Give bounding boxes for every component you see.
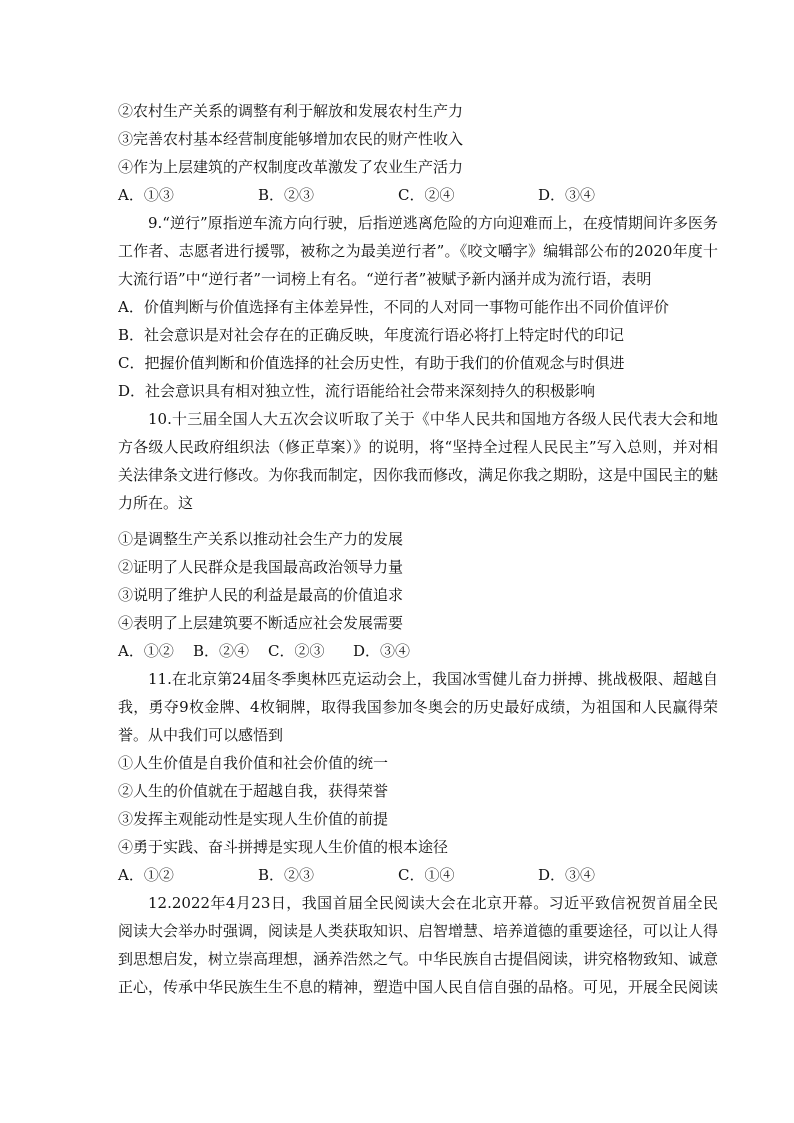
q10-option-d: D．③④	[353, 642, 411, 660]
q11-item-1: ①人生价值是自我价值和社会价值的统一	[118, 754, 389, 772]
q8-option-a: A．①③	[118, 186, 174, 204]
q11-item-2: ②人生的价值就在于超越自我，获得荣誉	[118, 782, 389, 800]
q8-item-4: ④作为上层建筑的产权制度改革激发了农业生产活力	[118, 158, 464, 176]
q11-option-a: A．①②	[118, 866, 174, 884]
question-10	[118, 405, 718, 665]
q10-option-c: C．②③	[268, 642, 325, 660]
q8-options	[118, 181, 718, 209]
q10-stem: 10.十三届全国人大五次会议听取了关于《中华人民共和国地方各级人民代表大会和地方各级人民政府组织法（修正草案）》的说明，将“坚持全过程人民民主”写入总则，并对相关法律条文进行修改。为你我而制定，因你我而修改，满足你我之期盼，这是中国民主的魅力所在。这	[118, 410, 719, 512]
q9-option-a: A．价值判断与价值选择有主体差异性，不同的人对同一事物可能作出不同价值评价	[118, 298, 669, 316]
q10-item-3: ③说明了维护人民的利益是最高的价值追求	[118, 586, 404, 604]
q11-item-4: ④勇于实践、奋斗拼搏是实现人生价值的根本途径	[118, 838, 449, 856]
q10-option-b: B．②④	[193, 642, 250, 660]
question-11	[118, 665, 718, 889]
q11-option-c: C．①④	[398, 866, 455, 884]
q10-item-2: ②证明了人民群众是我国最高政治领导力量	[118, 558, 404, 576]
exam-page	[118, 97, 718, 1001]
q8-option-c: C．②④	[398, 186, 455, 204]
q11-option-d: D．③④	[538, 866, 596, 884]
q8-option-b: B．②③	[258, 186, 315, 204]
q11-item-3: ③发挥主观能动性是实现人生价值的前提	[118, 810, 389, 828]
q11-options	[118, 861, 718, 889]
q11-option-b: B．②③	[258, 866, 315, 884]
q12-stem: 12.2022年4月23日，我国首届全民阅读大会在北京开幕。习近平致信祝贺首届全民阅读大会举办时强调，阅读是人类获取知识、启智增慧、培养道德的重要途径，可以让人得到思想启发，树立崇高理想，涵养浩然之气。中华民族自古提倡阅读，讲究格物致知、诚意正心，传承中华民族生生不息的精神，塑造中国人民自信自强的品格。可见，开展全民阅读	[118, 894, 719, 996]
q9-option-c: C．把握价值判断和价值选择的社会历史性，有助于我们的价值观念与时俱进	[118, 354, 625, 372]
q9-option-d: D．社会意识具有相对独立性，流行语能给社会带来深刻持久的积极影响	[118, 382, 596, 400]
question-9	[118, 209, 718, 405]
q10-item-4: ④表明了上层建筑要不断适应社会发展需要	[118, 614, 404, 632]
q9-stem: 9.“逆行”原指逆车流方向行驶，后指逆逃离危险的方向迎难而上，在疫情期间许多医务工作者、志愿者进行援鄂，被称之为最美逆行者”。《咬文嚼字》编辑部公布的2020年度十大流行语”中“逆行者”一词榜上有名。“逆行者”被赋予新内涵并成为流行语，表明	[118, 214, 718, 288]
q8-item-3: ③完善农村基本经营制度能够增加农民的财产性收入	[118, 130, 464, 148]
q11-stem: 11.在北京第24届冬季奥林匹克运动会上，我国冰雪健儿奋力拼搏、挑战极限、超越自我，勇夺9枚金牌、4枚铜牌，取得我国参加冬奥会的历史最好成绩，为祖国和人民赢得荣誉。从中我们可以感悟到	[118, 670, 718, 744]
question-12	[118, 889, 718, 1001]
question-8	[118, 97, 718, 209]
q10-option-a: A．①②	[118, 642, 174, 660]
q8-item-2: ②农村生产关系的调整有利于解放和发展农村生产力	[118, 102, 464, 120]
q10-options	[118, 637, 718, 665]
q10-item-1: ①是调整生产关系以推动社会生产力的发展	[118, 530, 404, 548]
q9-option-b: B．社会意识是对社会存在的正确反映，年度流行语必将打上特定时代的印记	[118, 326, 625, 344]
q8-option-d: D．③④	[538, 186, 596, 204]
